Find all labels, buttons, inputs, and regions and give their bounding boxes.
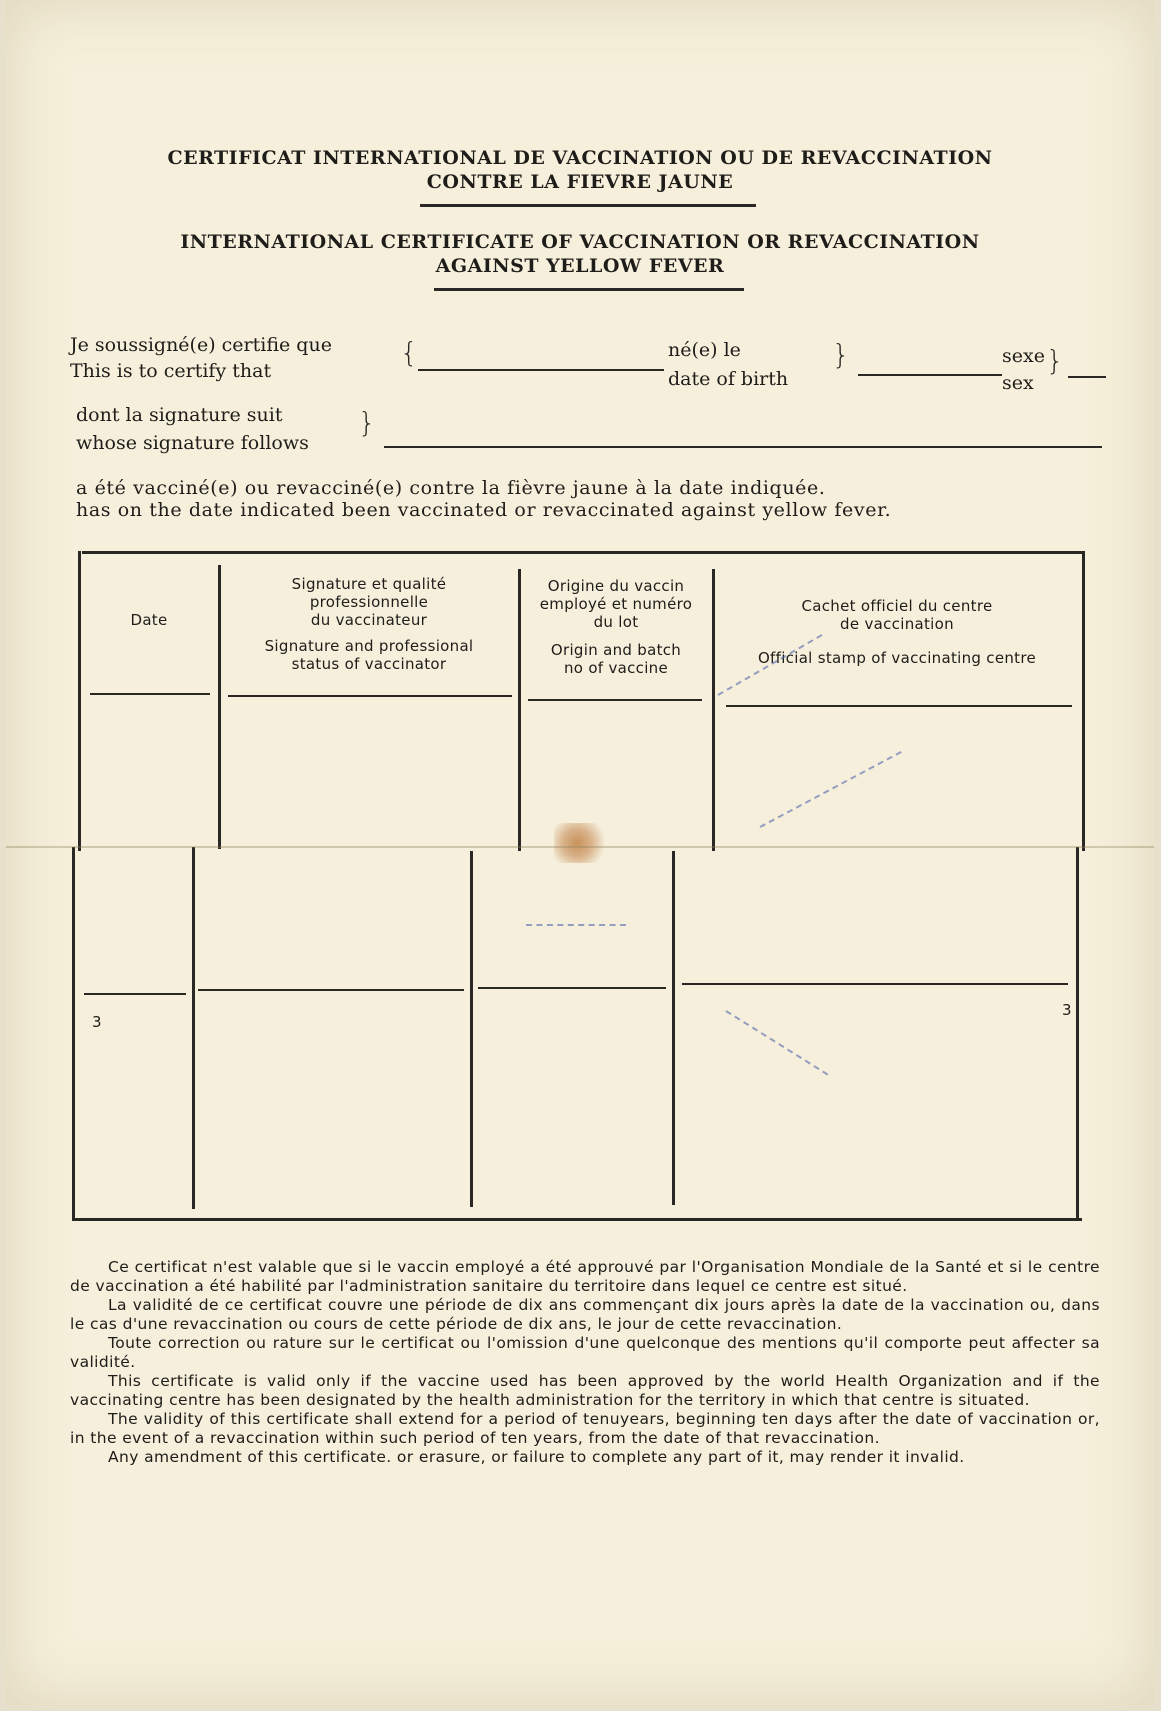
column-divider bbox=[470, 851, 473, 1207]
row-underline bbox=[198, 989, 464, 991]
header-stamp-en: Official stamp of vaccinating centre bbox=[757, 649, 1037, 667]
title-french-line-2: CONTRE LA FIEVRE JAUNE bbox=[426, 171, 734, 193]
row-number-left: 3 bbox=[92, 1013, 102, 1031]
validity-notes bbox=[70, 1258, 1100, 1467]
sex-field[interactable] bbox=[1068, 376, 1106, 378]
birth-label-fr: né(e) le bbox=[668, 339, 741, 361]
birth-label-en: date of birth bbox=[668, 368, 789, 390]
header-underline bbox=[726, 705, 1072, 707]
row-underline bbox=[84, 993, 186, 995]
header-origin-fr: Origine du vaccin employé et numéro du lot bbox=[539, 577, 693, 631]
header-signature-fr: Signature et qualité professionnelle du vaccinateur bbox=[291, 575, 447, 629]
header-underline bbox=[228, 695, 512, 697]
signature-label-en: whose signature follows bbox=[76, 432, 309, 454]
column-divider bbox=[218, 565, 221, 849]
statement-en: has on the date indicated been vaccinated or revaccinated against yellow fever. bbox=[76, 499, 892, 521]
title-underline-english bbox=[434, 288, 744, 291]
vaccination-table bbox=[72, 551, 1092, 1221]
note-paragraph: The validity of this certificate shall extend for a period of tenuyears, beginning ten days after the date of vaccination or, in the event of a revaccination within such period of ten years, from the date of that revaccination. bbox=[70, 1410, 1100, 1447]
brace: { bbox=[400, 336, 418, 369]
name-field[interactable] bbox=[418, 369, 664, 371]
birth-date-field[interactable] bbox=[858, 374, 1002, 376]
stamp-mark bbox=[526, 924, 626, 926]
title-underline-french bbox=[420, 204, 756, 207]
sex-label-en: sex bbox=[1002, 372, 1034, 394]
note-paragraph: This certificate is valid only if the vaccine used has been approved by the world Health Organization and if the vaccinating centre has been designated by the health administration for the territory in which that centre is situated. bbox=[70, 1372, 1100, 1409]
table-right-border bbox=[1076, 847, 1079, 1221]
header-signature-en: Signature and professional status of vaccinator bbox=[264, 637, 474, 673]
statement-fr: a été vacciné(e) ou revacciné(e) contre la fièvre jaune à la date indiquée. bbox=[76, 477, 826, 499]
title-french-line-1: CERTIFICAT INTERNATIONAL DE VACCINATION OU DE REVACCINATION bbox=[167, 147, 993, 169]
note-paragraph: Ce certificat n'est valable que si le vaccin employé a été approuvé par l'Organisation Mondiale de la Santé et si le centre de vaccination a été habilité par l'administration sanitaire du territoire dans lequel ce centre est situé. bbox=[70, 1258, 1100, 1295]
table-bottom-border bbox=[72, 1218, 1082, 1221]
header-stamp-fr: Cachet officiel du centre de vaccination bbox=[801, 597, 993, 633]
title-english-line-2: AGAINST YELLOW FEVER bbox=[435, 255, 725, 277]
note-paragraph: Toute correction ou rature sur le certificat ou l'omission d'une quelconque des mentions qu'il comporte peut affecter sa validité. bbox=[70, 1334, 1100, 1371]
paper-damage bbox=[554, 823, 612, 863]
note-paragraph: La validité de ce certificat couvre une période de dix ans commençant dix jours après la date de la vaccination ou, dans le cas d'une revaccination ou cours de cette période de dix ans, le jour de cette revaccination. bbox=[70, 1296, 1100, 1333]
brace: } bbox=[1046, 344, 1064, 377]
signature-label-fr: dont la signature suit bbox=[76, 404, 283, 426]
table-left-border bbox=[78, 551, 81, 851]
brace: } bbox=[358, 406, 376, 439]
row-underline bbox=[478, 987, 666, 989]
certify-label-en: This is to certify that bbox=[70, 360, 272, 382]
sex-label-fr: sexe bbox=[1002, 345, 1045, 367]
title-english-line-1: INTERNATIONAL CERTIFICATE OF VACCINATION OR REVACCINATION bbox=[180, 231, 980, 253]
header-underline bbox=[528, 699, 702, 701]
note-paragraph: Any amendment of this certificate. or erasure, or failure to complete any part of it, may render it invalid. bbox=[108, 1448, 965, 1466]
brace: } bbox=[832, 338, 850, 371]
column-divider bbox=[518, 569, 521, 851]
table-top-border bbox=[82, 551, 1082, 554]
row-number-right: 3 bbox=[1062, 1001, 1072, 1019]
header-underline bbox=[90, 693, 210, 695]
header-date: Date bbox=[130, 611, 168, 629]
page-fold bbox=[6, 846, 1154, 848]
column-divider bbox=[672, 851, 675, 1205]
certificate-page bbox=[6, 0, 1154, 1705]
header-origin-en: Origin and batch no of vaccine bbox=[550, 641, 682, 677]
table-left-border bbox=[72, 847, 75, 1221]
row-underline bbox=[682, 983, 1068, 985]
signature-field[interactable] bbox=[384, 446, 1102, 448]
certify-label-fr: Je soussigné(e) certifie que bbox=[70, 334, 332, 356]
column-divider bbox=[712, 569, 715, 851]
table-right-border bbox=[1082, 551, 1085, 851]
column-divider bbox=[192, 847, 195, 1209]
